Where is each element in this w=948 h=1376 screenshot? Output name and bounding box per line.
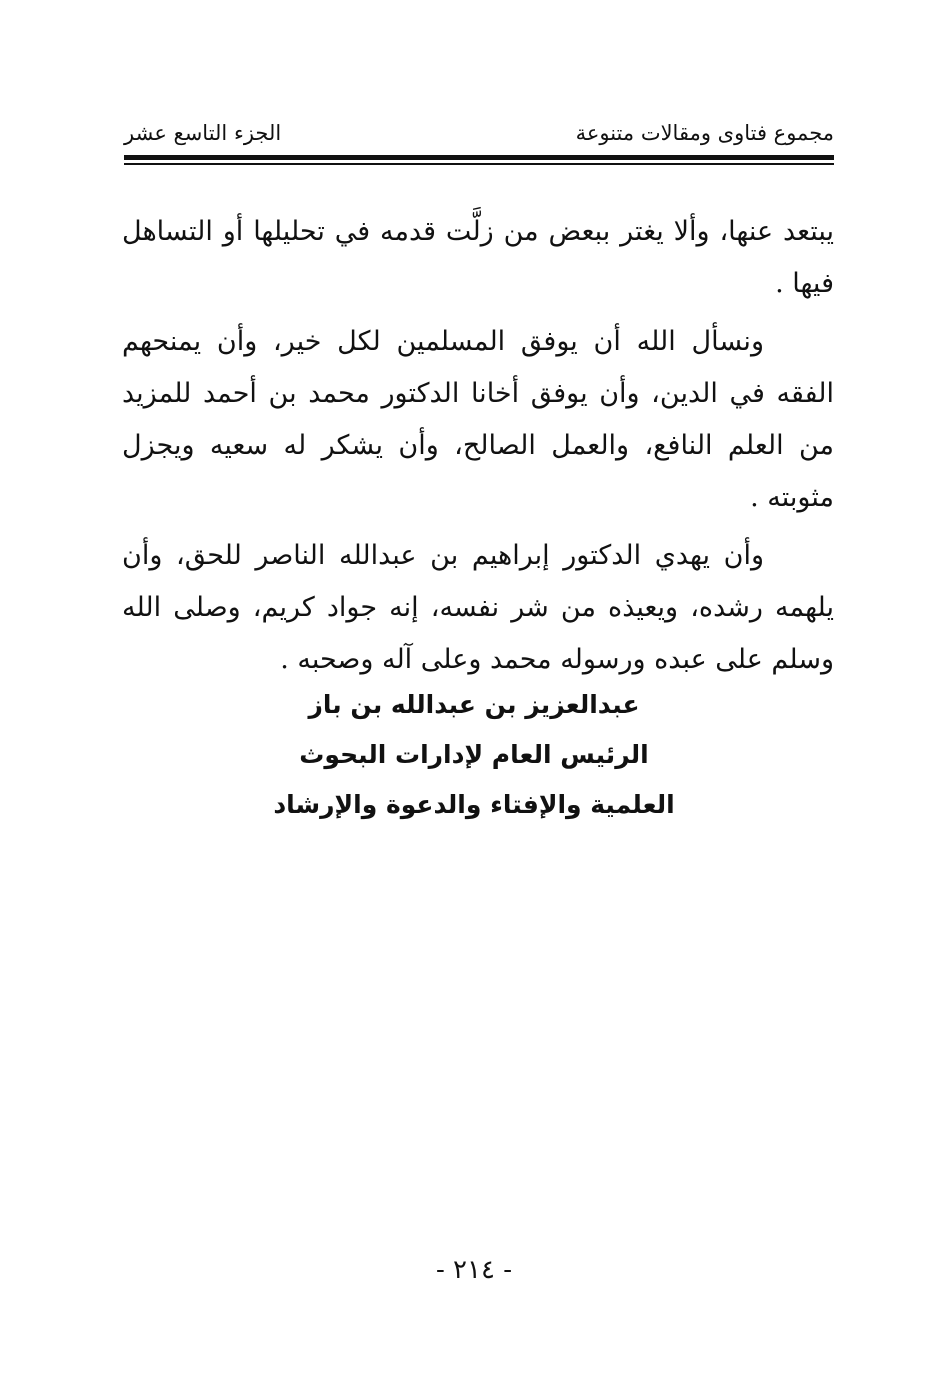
running-header xyxy=(124,118,834,154)
signature-title-line2: العلمية والإفتاء والدعوة والإرشاد xyxy=(273,790,675,819)
header-rule-thick xyxy=(124,155,834,160)
signature-title-line1: الرئيس العام لإدارات البحوث xyxy=(299,740,649,769)
header-rule-thin xyxy=(124,163,834,165)
volume-label: الجزء التاسع عشر xyxy=(124,121,282,145)
page-number: - ٢١٤ - xyxy=(435,1255,513,1285)
signature-block xyxy=(124,680,824,830)
signature-name: عبدالعزيز بن عبدالله بن باز xyxy=(308,690,640,719)
paragraph-prayer: ونسأل الله أن يوفق المسلمين لكل خير، وأن يمنحهم الفقه في الدين، وأن يوفق أخانا الدكتور محمد بن أحمد للمزيد من العلم النافع، والعمل الصالح، وأن يشكر له سعيه ويجزل مثوبته . xyxy=(122,326,834,513)
paragraph-continuation: يبتعد عنها، وألا يغتر ببعض من زلَّت قدمه في تحليلها أو التساهل فيها . xyxy=(122,216,834,299)
paragraph-closing: وأن يهدي الدكتور إبراهيم بن عبدالله الناصر للحق، وأن يلهمه رشده، ويعيذه من شر نفسه، إنه جواد كريم، وصلى الله وسلم على عبده ورسوله محمد وعلى آله وصحبه . xyxy=(122,540,834,675)
body-text xyxy=(122,206,834,692)
book-title: مجموع فتاوى ومقالات متنوعة xyxy=(575,121,834,145)
